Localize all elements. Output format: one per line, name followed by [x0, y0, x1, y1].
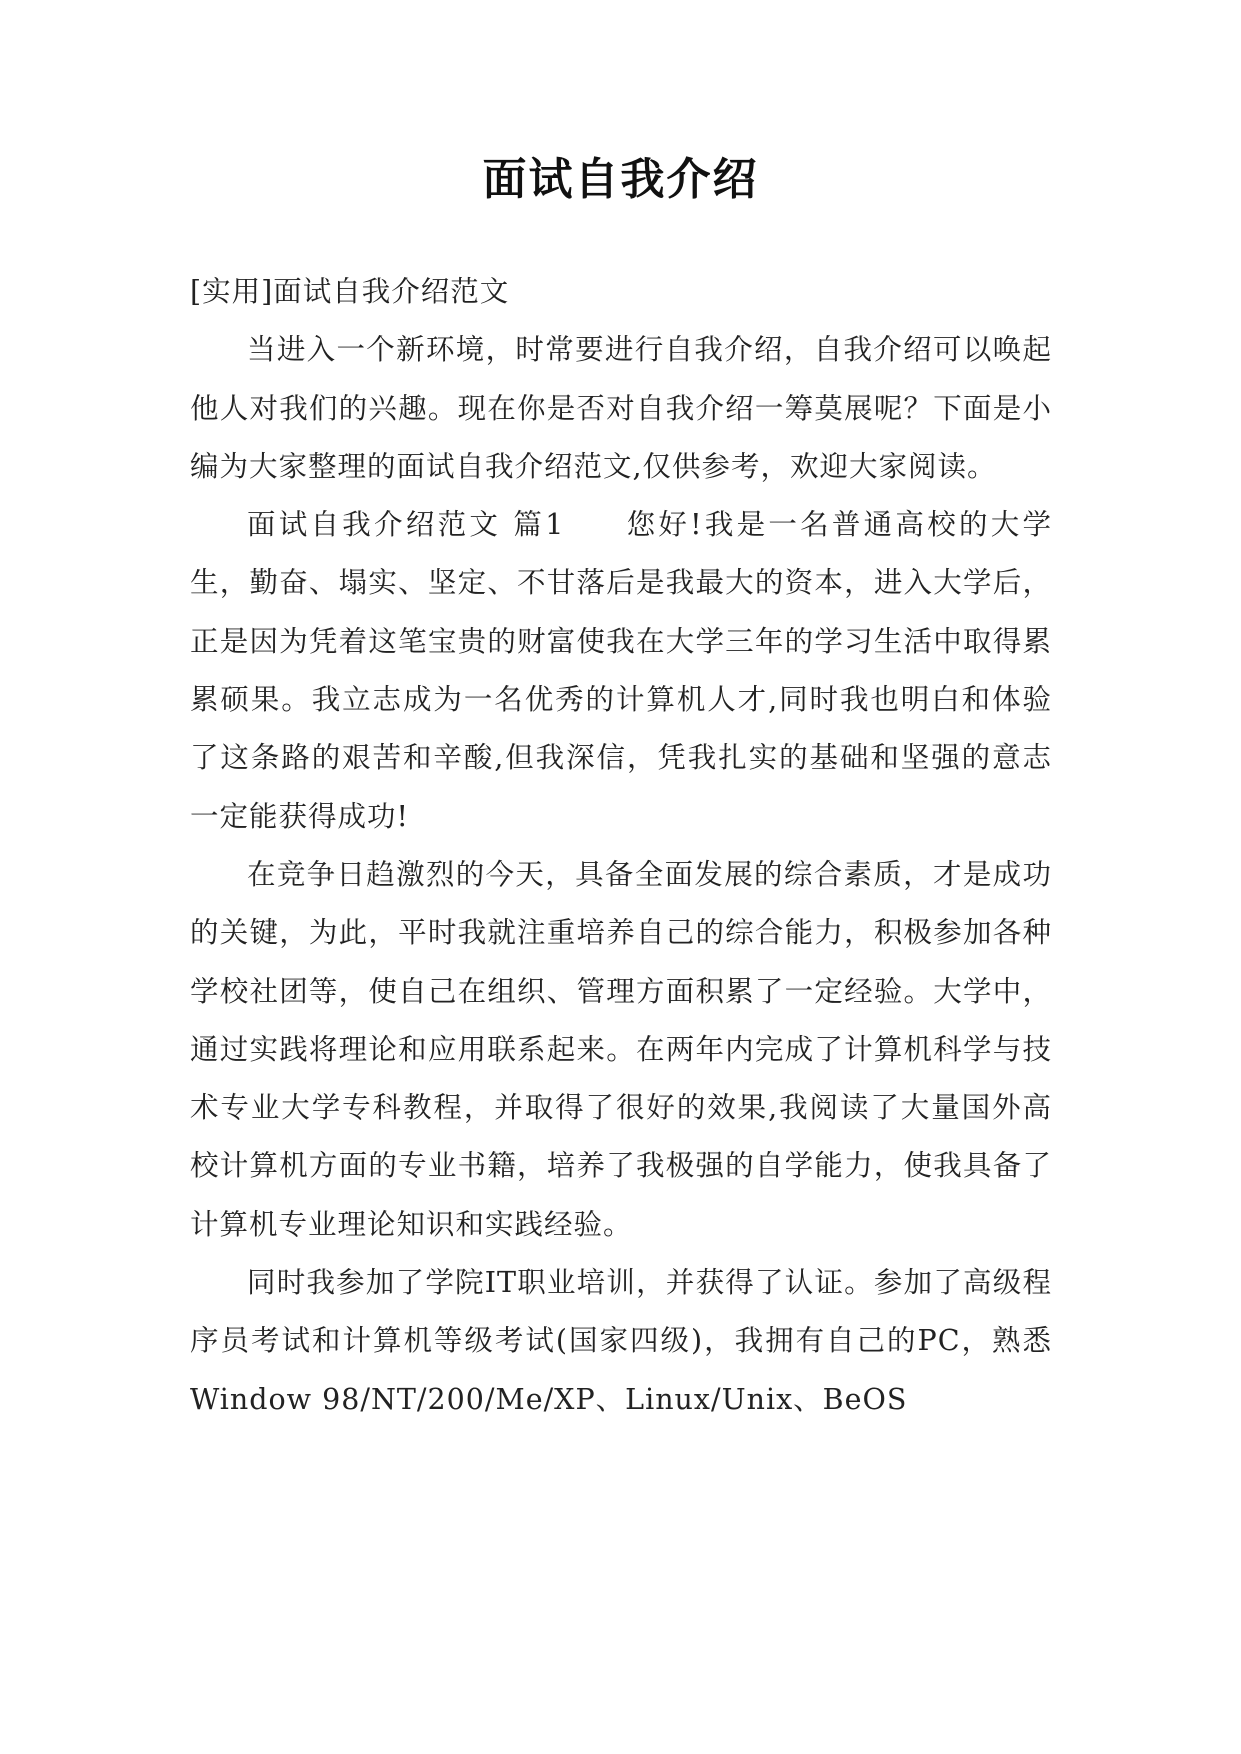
paragraph-3: 同时我参加了学院IT职业培训，并获得了认证。参加了高级程序员考试和计算机等级考试(国家四级)，我拥有自己的PC，熟悉Window 98/NT/200/Me/XP、Linux/Unix、BeOS: [190, 1266, 1052, 1416]
paragraph-1-text: 您好!我是一名普通高校的大学生，勤奋、塌实、坚定、不甘落后是我最大的资本，进入大学后，正是因为凭着这笔宝贵的财富使我在大学三年的学习生活中取得累累硕果。我立志成为一名优秀的计算机人才,同时我也明白和体验了这条路的艰苦和辛酸,但我深信，凭我扎实的基础和坚强的意志一定能获得成功!: [190, 508, 1052, 833]
document-subtitle: [实用]面试自我介绍范文: [190, 275, 510, 308]
section-1-paragraph: [190, 496, 1052, 846]
intro-paragraph: 当进入一个新环境，时常要进行自我介绍，自我介绍可以唤起他人对我们的兴趣。现在你是否对自我介绍一筹莫展呢？下面是小编为大家整理的面试自我介绍范文,仅供参考，欢迎大家阅读。: [190, 333, 1052, 483]
paragraph-2: 在竞争日趋激烈的今天，具备全面发展的综合素质，才是成功的关键，为此，平时我就注重培养自己的综合能力，积极参加各种学校社团等，使自己在组织、管理方面积累了一定经验。大学中，通过实践将理论和应用联系起来。在两年内完成了计算机科学与技术专业大学专科教程，并取得了很好的效果,我阅读了大量国外高校计算机方面的专业书籍，培养了我极强的自学能力，使我具备了计算机专业理论知识和实践经验。: [190, 857, 1052, 1241]
section-heading: 面试自我介绍范文 篇1: [247, 508, 565, 542]
document-body: [190, 263, 1052, 1429]
document-title: 面试自我介绍: [482, 154, 759, 205]
